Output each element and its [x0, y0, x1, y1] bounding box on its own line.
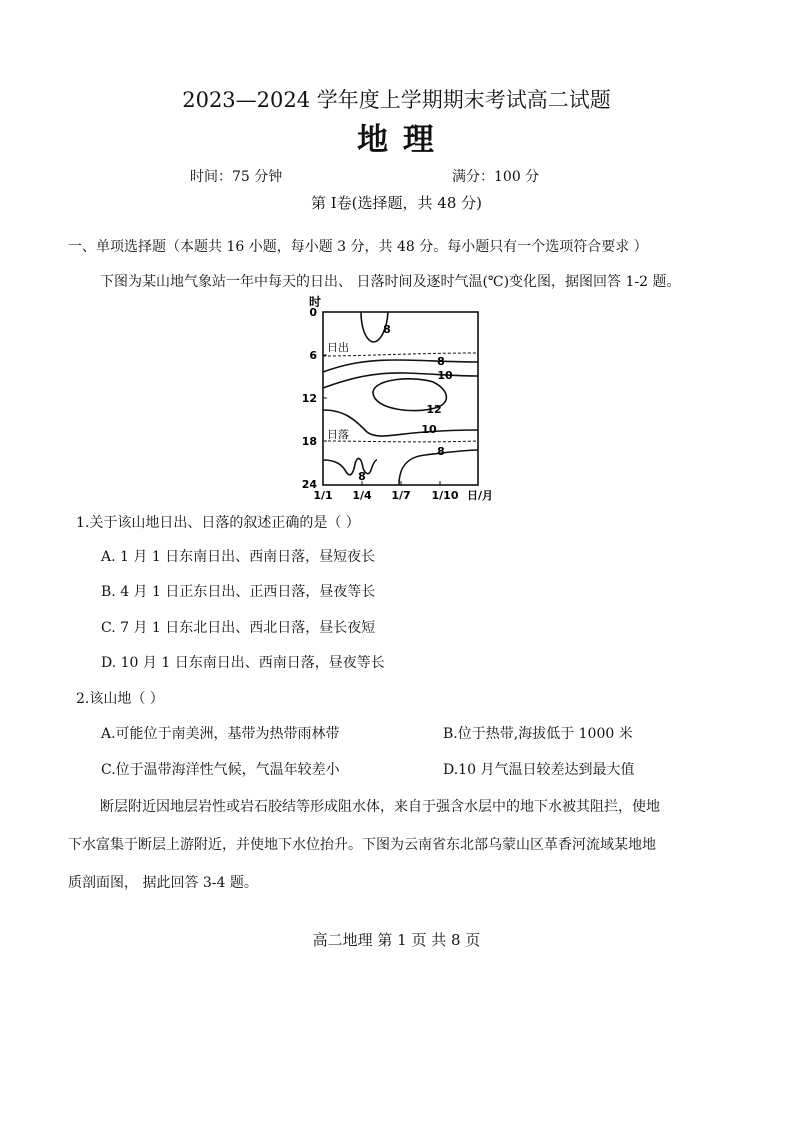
y-axis-title: 时: [309, 295, 322, 309]
x-tick-jul: 1/7: [391, 489, 411, 502]
y-tick-6: 6: [309, 349, 317, 362]
question-2-option-d: D.10 月气温日较差达到最大值: [443, 762, 635, 778]
sunrise-label: 日出: [327, 341, 349, 354]
y-tick-18: 18: [301, 435, 317, 448]
isotherm-label: 8: [383, 323, 391, 336]
isotherm-label: 8: [358, 470, 366, 483]
page-footer: 高二地理 第 1 页 共 8 页: [312, 931, 481, 949]
question-2-option-c: C.位于温带海洋性气候，气温年较差小: [101, 762, 340, 778]
question-1-option-c: C. 7 月 1 日东北日出、西北日落，昼长夜短: [101, 620, 376, 636]
section-heading: 第 Ⅰ卷(选择题，共 48 分): [310, 194, 483, 212]
question-1-option-d: D. 10 月 1 日东南日出、西南日落，昼夜等长: [101, 655, 385, 671]
question-1-option-b: B. 4 月 1 日正东日出、正西日落，昼夜等长: [101, 584, 376, 600]
temperature-isotherm-figure: [295, 292, 500, 507]
exam-time: 时间：75 分钟: [190, 169, 283, 185]
part-instruction: 一、单项选择题（本题共 16 小题，每小题 3 分，共 48 分。每小题只有一个选项符合要求 ）: [68, 239, 648, 255]
x-tick-oct: 1/10: [431, 489, 459, 502]
isotherm-10-morning: [323, 373, 478, 388]
isotherm-label: 8: [437, 355, 445, 368]
isotherm-label: 12: [426, 403, 442, 416]
x-axis-title: 日/月: [466, 489, 494, 502]
question-2-stem: 2.该山地（ ）: [76, 691, 164, 707]
x-tick-apr: 1/4: [352, 489, 372, 502]
passage-line-2: 下水富集于断层上游附近，并使地下水位抬升。下图为云南省东北部乌蒙山区革香河流域某地地: [68, 837, 656, 853]
plot-frame: [323, 312, 478, 485]
figure-intro: 下图为某山地气象站一年中每天的日出、 日落时间及逐时气温(℃)变化图，据图回答 1-2 题。: [100, 274, 681, 290]
subject-title: 地 理: [357, 122, 436, 158]
question-2-option-a: A.可能位于南美洲，基带为热带雨林带: [101, 726, 340, 742]
sunset-label: 日落: [327, 428, 349, 441]
x-tick-jan: 1/1: [313, 489, 333, 502]
isotherm-8-morning: [323, 360, 478, 372]
full-score: 满分：100 分: [452, 169, 540, 185]
question-1-stem: 1.关于该山地日出、日落的叙述正确的是（ ）: [76, 515, 360, 531]
isotherm-8-night-left: [323, 458, 377, 474]
passage-line-1: 断层附近因地层岩性或岩石胶结等形成阻水体，来自于强含水层中的地下水被其阻拦，使地: [100, 799, 660, 815]
y-tick-0: 0: [309, 306, 317, 319]
passage-line-3: 质剖面图， 据此回答 3-4 题。: [68, 875, 258, 891]
isotherm-label: 8: [437, 445, 445, 458]
y-tick-12: 12: [301, 392, 317, 405]
isotherm-label: 10: [437, 369, 453, 382]
sunset-line: [323, 441, 478, 442]
exam-title: 2023—2024 学年度上学期期末考试高二试题: [182, 88, 611, 112]
isotherm-label: 10: [421, 423, 437, 436]
question-2-option-b: B.位于热带,海拔低于 1000 米: [443, 726, 633, 742]
y-tick-24: 24: [301, 478, 317, 491]
question-1-option-a: A. 1 月 1 日东南日出、西南日落，昼短夜长: [101, 549, 376, 565]
